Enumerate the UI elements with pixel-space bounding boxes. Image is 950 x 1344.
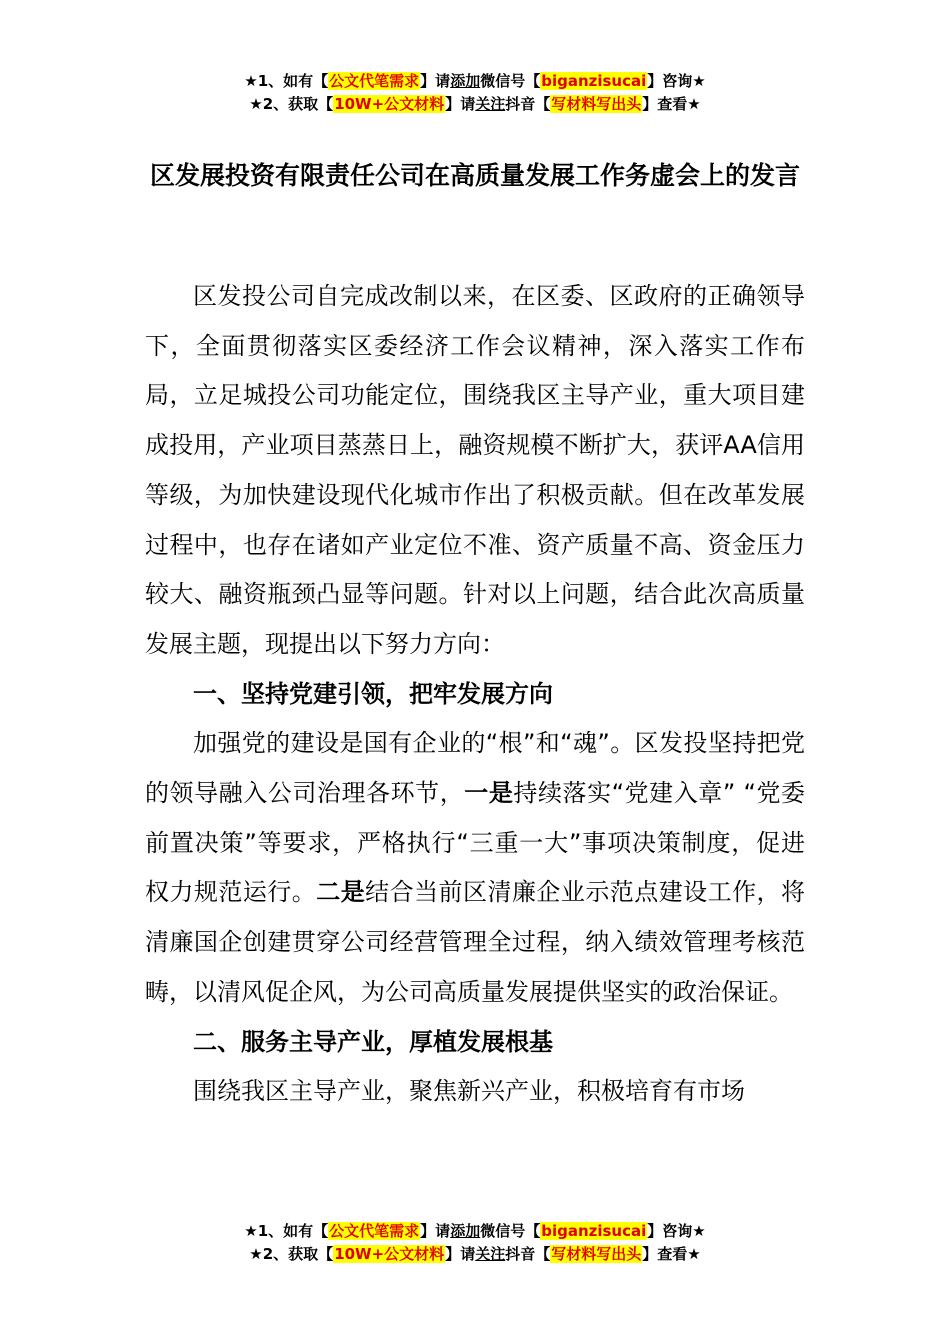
promo-highlight-douyin-id: 写材料写出头 bbox=[551, 1245, 642, 1263]
promo-underlined-text: 添加 bbox=[450, 1222, 481, 1240]
promo-text: 抖音【 bbox=[505, 1245, 551, 1263]
promo-text: ★2、获取【 bbox=[249, 95, 334, 113]
promo-underlined-text: 关注 bbox=[475, 1245, 506, 1263]
section-2-heading: 二、服务主导产业，厚植发展根基 bbox=[193, 1027, 553, 1056]
promo-text: 微信号【 bbox=[480, 72, 541, 90]
promo-highlight: 公文代笔需求 bbox=[329, 1222, 420, 1240]
promo-text: 抖音【 bbox=[505, 95, 551, 113]
promo-text: 】咨询★ bbox=[647, 1222, 706, 1240]
document-title: 区发展投资有限责任公司在高质量发展工作务虚会上的发言 bbox=[149, 161, 800, 190]
promo-text: ★1、如有【 bbox=[244, 72, 329, 90]
promo-text: 】请 bbox=[420, 1222, 451, 1240]
promo-text: 】请 bbox=[445, 95, 476, 113]
promo-text: ★2、获取【 bbox=[249, 1245, 334, 1263]
promo-text: 】请 bbox=[420, 72, 451, 90]
section-1-text: 持续落实“党建入章” “党委前置决策”等要求，严格执行“三重一大”事项决策制度，促进权力规范运行。 bbox=[145, 779, 806, 907]
promo-text: 】请 bbox=[445, 1245, 476, 1263]
promo-banner-bottom bbox=[0, 1220, 950, 1266]
promo-line-1 bbox=[0, 70, 950, 93]
section-1-text: 结合当前区清廉企业示范点建设工作，将清廉国企创建贯穿公司经营管理全过程，纳入绩效管理考核范畴，以清风促企风，为公司高质量发展提供坚实的政治保证。 bbox=[145, 878, 806, 1006]
section-1-heading: 一、坚持党建引领，把牢发展方向 bbox=[193, 679, 553, 708]
promo-highlight: 公文代笔需求 bbox=[329, 72, 420, 90]
promo-line-2 bbox=[0, 1243, 950, 1266]
document-body bbox=[145, 272, 805, 1117]
promo-highlight: 10W+公文材料 bbox=[334, 1245, 445, 1263]
promo-underlined-text: 添加 bbox=[450, 72, 481, 90]
section-1-paragraph bbox=[145, 719, 805, 1017]
promo-text: 】查看★ bbox=[642, 1245, 701, 1263]
promo-line-2 bbox=[0, 93, 950, 116]
section-2-paragraph: 围绕我区主导产业，聚焦新兴产业，积极培育有市场 bbox=[193, 1077, 745, 1106]
promo-underlined-text: 关注 bbox=[475, 95, 506, 113]
promo-text: 微信号【 bbox=[480, 1222, 541, 1240]
promo-highlight-douyin-id: 写材料写出头 bbox=[551, 95, 642, 113]
promo-highlight: 10W+公文材料 bbox=[334, 95, 445, 113]
promo-text: 】查看★ bbox=[642, 95, 701, 113]
section-1-text: 加强党的建设是国有企业的“根”和“魂”。区发投坚持把党的领导融入公司治理各环节， bbox=[145, 729, 805, 808]
promo-text: ★1、如有【 bbox=[244, 1222, 329, 1240]
section-1-bold-marker: 二是 bbox=[316, 878, 366, 907]
promo-text: 】咨询★ bbox=[647, 72, 706, 90]
section-1-bold-marker: 一是 bbox=[464, 779, 514, 808]
promo-highlight-wechat-id: biganzisucai bbox=[541, 1222, 647, 1240]
promo-highlight-wechat-id: biganzisucai bbox=[541, 72, 647, 90]
promo-line-1 bbox=[0, 1220, 950, 1243]
promo-banner-top bbox=[0, 70, 950, 116]
intro-paragraph: 区发投公司自完成改制以来，在区委、区政府的正确领导下，全面贯彻落实区委经济工作会议精神，深入落实工作布局，立足城投公司功能定位，围绕我区主导产业，重大项目建成投用，产业项目蒸蒸日上，融资规模不断扩大，获评AA信用等级，为加快建设现代化城市作出了积极贡献。但在改革发展过程中，也存在诸如产业定位不准、资产质量不高、资金压力较大、融资瓶颈凸显等问题。针对以上问题，结合此次高质量发展主题，现提出以下努力方向： bbox=[145, 282, 805, 658]
